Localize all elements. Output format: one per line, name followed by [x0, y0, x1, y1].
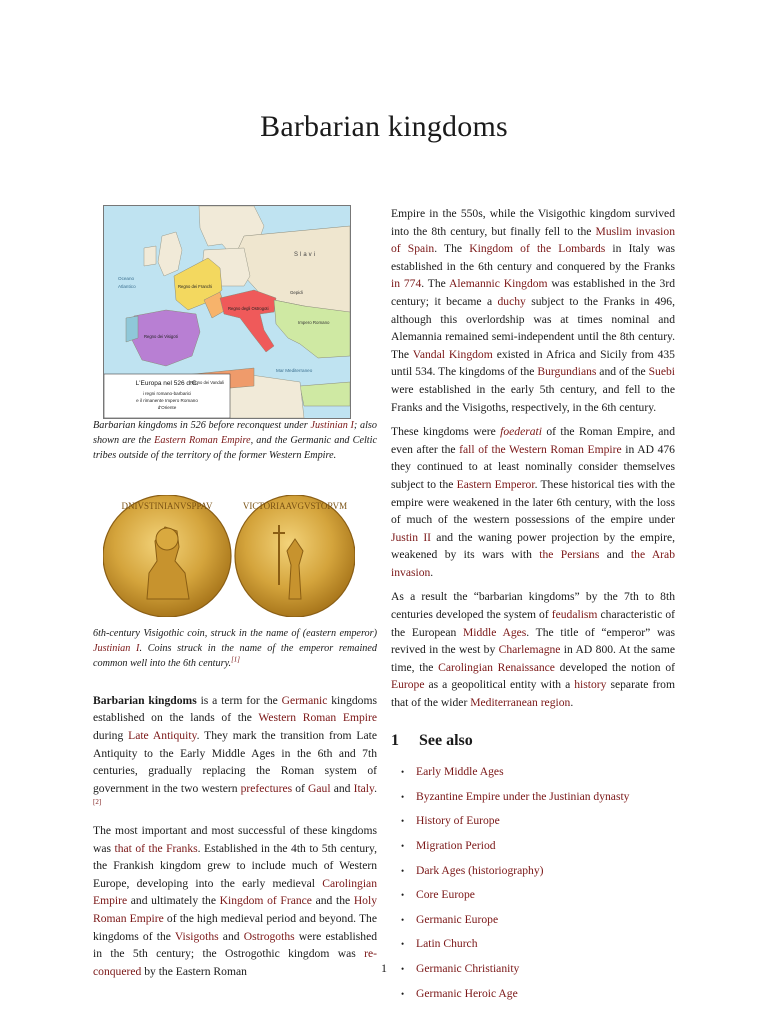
paragraph-text: of the Roman Empire, and even after the	[391, 425, 675, 456]
map-label: Regno dei Vandali	[190, 380, 224, 385]
term-bold: Barbarian kingdoms	[93, 693, 197, 707]
kingdoms-paragraph-continued	[391, 205, 675, 416]
foederati-paragraph	[391, 423, 675, 581]
coin-figure	[93, 495, 377, 671]
page-title: Barbarian kingdoms	[260, 110, 508, 143]
coin-obverse-legend: DNIVSTINIANVSPPAV	[121, 501, 213, 512]
coin-head	[156, 528, 178, 550]
link-re-conquered[interactable]: re-conquered	[93, 947, 377, 978]
see-also-link[interactable]: Dark Ages (historiography)	[416, 863, 544, 877]
bullet-icon: •	[401, 914, 405, 925]
link-visigoths[interactable]: Visigoths	[174, 929, 219, 943]
see-also-link[interactable]: Germanic Christianity	[416, 961, 520, 975]
bullet-icon: •	[401, 939, 405, 950]
link-history[interactable]: history	[574, 678, 607, 692]
paragraph-text: were established in the early 5th century, and fell to the Franks and the Visigoths, respectively, in the 6th century.	[391, 382, 675, 414]
link-holy-roman-empire[interactable]: Holy Roman Empire	[93, 894, 377, 925]
paragraph-text: of	[292, 781, 309, 795]
paragraph-text: . Established in the 4th to 5th century, the Frankish kingdom grew to include much of Western Europe, developing into the early medieval	[93, 841, 377, 890]
bullet-icon: •	[401, 865, 405, 876]
intro-paragraph	[93, 692, 377, 815]
link-justinian-i[interactable]: Justinian I	[310, 420, 354, 431]
bullet-icon: •	[401, 767, 405, 778]
see-also-link[interactable]: Byzantine Empire under the Justinian dynasty	[416, 789, 630, 803]
link-gaul[interactable]: Gaul	[308, 781, 331, 795]
link-kingdom-of-france[interactable]: Kingdom of France	[219, 894, 312, 908]
link-alemannic-kingdom[interactable]: Alemannic Kingdom	[449, 277, 548, 291]
kingdoms-paragraph	[93, 822, 377, 980]
paragraph-text: in Italy was established in the 6th century and conquered by the Franks	[391, 242, 675, 273]
paragraph-text: . These historical ties with the empire were weakened in the later 6th century, with the loss of much of the western possessions of the empire under	[391, 477, 675, 527]
map-eastern-roman-africa	[300, 382, 350, 406]
map-label: Impero Romano	[298, 320, 330, 325]
link-justinian-i[interactable]: Justinian I	[93, 643, 140, 655]
map-legend-line: e il rimanente Impero Romano	[136, 398, 198, 403]
link-kingdom-of-the-lombards[interactable]: Kingdom of the Lombards	[469, 242, 606, 256]
left-column	[93, 205, 377, 987]
map-suebi	[126, 316, 138, 342]
see-also-item	[391, 911, 675, 929]
see-also-link[interactable]: Migration Period	[416, 839, 496, 852]
bullet-icon: •	[401, 791, 405, 802]
section-title: See also	[419, 731, 473, 749]
paragraph-text: Empire in the 550s, while the Visigothic kingdom survived into the 8th century, but finally fell to the	[391, 207, 675, 238]
caption-text: ; also shown are the	[93, 420, 377, 446]
paragraph-text: subject to the Franks in 496, although this overlordship was at times nominal and Alemannia remained semi-independent until the 8th century. The	[391, 294, 675, 361]
bullet-icon: •	[401, 841, 405, 851]
map-label: Regno degli Ostrogoti	[228, 306, 269, 311]
caption-text: Barbarian kingdoms in 526 before reconquest under	[93, 420, 311, 431]
paragraph-text: existed in Africa and Sicily from 435 until 534. The kingdoms of the	[391, 347, 675, 379]
paragraph-text: .	[570, 696, 574, 710]
paragraph-text: These kingdoms were	[391, 425, 501, 439]
paragraph-text: during	[93, 728, 129, 742]
caption-text: . Coins struck in the name of the emperor remained common well into the 6th century.	[93, 643, 378, 669]
link-prefectures[interactable]: prefectures	[240, 781, 293, 795]
map-legend-line: d'Oriente	[157, 405, 177, 410]
see-also-item	[391, 837, 675, 855]
europe-526-map[interactable]	[103, 205, 351, 419]
paragraph-text: and ultimately the	[127, 894, 220, 908]
link-italy[interactable]: Italy	[353, 781, 375, 795]
paragraph-text: characteristic of the European	[391, 608, 675, 639]
paragraph-text: . The	[434, 242, 470, 256]
link-carolingian-renaissance[interactable]: Carolingian Renaissance	[438, 660, 555, 674]
map-label: Atlantico	[118, 284, 136, 289]
paragraph-text: developed the notion of	[554, 660, 675, 674]
link-charlemagne[interactable]: Charlemagne	[498, 643, 561, 657]
paragraph-text: . The title of “emperor” was revived in the west by	[391, 625, 676, 657]
see-also-item	[391, 788, 675, 806]
link-duchy[interactable]: duchy	[497, 294, 526, 308]
paragraph-text: is a term for the	[196, 693, 282, 707]
see-also-item	[391, 935, 675, 953]
map-legend-title: L'Europa nel 526 d.C.	[135, 380, 199, 387]
paragraph-text: was established in the 3rd century; it became a	[391, 277, 675, 308]
see-also-link[interactable]: Germanic Europe	[416, 912, 499, 926]
link-ostrogoths[interactable]: Ostrogoths	[243, 929, 295, 943]
paragraph-text: and the waning power projection by the empire, weakened by its wars with	[391, 530, 675, 562]
paragraph-text: and	[218, 929, 244, 943]
link-foederati[interactable]: foederati	[500, 425, 542, 439]
paragraph-text: of the high medieval period and beyond. The kingdoms of the	[93, 911, 377, 943]
link-middle-ages[interactable]: Middle Ages	[462, 625, 527, 639]
link-suebi[interactable]: Suebi	[648, 365, 676, 379]
link-fall-of-western-roman-empire[interactable]: fall of the Western Roman Empire	[459, 442, 622, 456]
link-germanic[interactable]: Germanic	[281, 693, 328, 707]
paragraph-text: in AD 476 they continued to at least nominally consider themselves subject to the	[391, 442, 675, 491]
paragraph-text: .	[430, 565, 434, 579]
link-mediterranean-region[interactable]: Mediterranean region	[470, 696, 571, 710]
map-label: Regno dei Visigoti	[144, 334, 178, 339]
link-europe[interactable]: Europe	[391, 678, 425, 692]
paragraph-text: As a result the “barbarian kingdoms” by the 7th to 8th centuries developed the system of	[391, 590, 675, 622]
map-label: Oceano	[118, 276, 135, 281]
feudalism-paragraph	[391, 588, 675, 711]
see-also-link[interactable]: Core Europe	[416, 888, 475, 902]
map-ireland	[144, 246, 156, 266]
paragraph-text: and of the	[596, 365, 649, 379]
section-heading-see-also	[391, 732, 675, 750]
link-eastern-emperor[interactable]: Eastern Emperor	[456, 477, 535, 491]
link-burgundians[interactable]: Burgundians	[537, 365, 597, 379]
map-caption	[93, 419, 377, 463]
page-number: 1	[381, 961, 387, 975]
right-column	[391, 205, 675, 1009]
link-feudalism[interactable]: feudalism	[551, 608, 598, 622]
caption-text: 6th-century Visigothic coin, struck in the name of (eastern emperor)	[93, 628, 377, 640]
map-label: Gepidi	[290, 290, 303, 295]
reference-link[interactable]: [1]	[231, 655, 241, 664]
link-muslim-invasion-of-spain[interactable]: Muslim invasion of Spain	[391, 224, 675, 256]
paragraph-text: separate from that of the wider	[391, 678, 675, 710]
map-label: Mar Mediterraneo	[276, 368, 313, 373]
link-in-774[interactable]: in 774	[391, 277, 422, 291]
coin-reverse-legend: VICTORIAAVGVSTORVM	[242, 501, 348, 512]
see-also-link[interactable]: History of Europe	[416, 814, 500, 828]
see-also-item	[391, 763, 675, 781]
bullet-icon: •	[401, 816, 405, 827]
caption-text: , and the Germanic and Celtic tribes outside of the territory of the former Western Empire.	[93, 434, 377, 461]
bullet-icon: •	[401, 963, 405, 974]
link-arab-invasion[interactable]: the Arab invasion	[391, 548, 675, 579]
section-number: 1	[391, 731, 399, 749]
paragraph-text: by the Eastern Roman	[141, 964, 247, 978]
see-also-link[interactable]: Germanic Heroic Age	[416, 986, 518, 1000]
bullet-icon: •	[401, 890, 405, 901]
paragraph-text: and	[599, 548, 631, 562]
link-late-antiquity[interactable]: Late Antiquity	[128, 728, 197, 742]
see-also-item	[391, 985, 675, 1003]
map-figure	[93, 205, 377, 463]
paragraph-text: The most important and most successful of these kingdoms was	[93, 823, 377, 855]
visigothic-coin-image[interactable]	[103, 495, 355, 617]
paragraph-text: . The	[421, 277, 450, 291]
link-that-of-the-franks[interactable]: that of the Franks	[114, 841, 198, 855]
paragraph-text: . They mark the transition from Late Antiquity to the Early Middle Ages in the 6th and 7th centuries, gradually replacing the Roman system of government in the two western	[93, 728, 378, 795]
paragraph-text: as a geopolitical entity with a	[424, 678, 575, 692]
map-legend-line: i regni romano-barbarici	[142, 391, 192, 396]
map-label: Regno dei Franchi	[178, 284, 213, 289]
see-also-item	[391, 812, 675, 830]
reference-link[interactable]: [2]	[93, 798, 102, 807]
paragraph-text: were established in the 5th century; the Ostrogothic kingdom was	[93, 929, 378, 961]
link-western-roman-empire[interactable]: Western Roman Empire	[258, 711, 378, 725]
paragraph-text: in AD 800. At the same time, the	[391, 643, 675, 674]
link-carolingian-empire[interactable]: Carolingian Empire	[93, 876, 377, 908]
bullet-icon: •	[401, 988, 405, 999]
link-vandal-kingdom[interactable]: Vandal Kingdom	[412, 347, 493, 361]
see-also-item	[391, 886, 675, 904]
link-justin-ii[interactable]: Justin II	[391, 530, 432, 544]
paragraph-text: kingdoms established on the lands of the	[93, 693, 377, 725]
coin-caption	[93, 627, 377, 671]
see-also-link[interactable]: Early Middle Ages	[416, 765, 504, 779]
see-also-item	[391, 862, 675, 880]
link-the-persians[interactable]: the Persians	[539, 548, 600, 562]
paragraph-text: and the	[311, 894, 354, 908]
link-eastern-roman-empire[interactable]: Eastern Roman Empire	[154, 434, 251, 446]
map-label: Slavi	[294, 252, 318, 258]
see-also-link[interactable]: Latin Church	[416, 937, 478, 951]
paragraph-text: and	[330, 781, 354, 795]
paragraph-text: .	[374, 781, 377, 795]
